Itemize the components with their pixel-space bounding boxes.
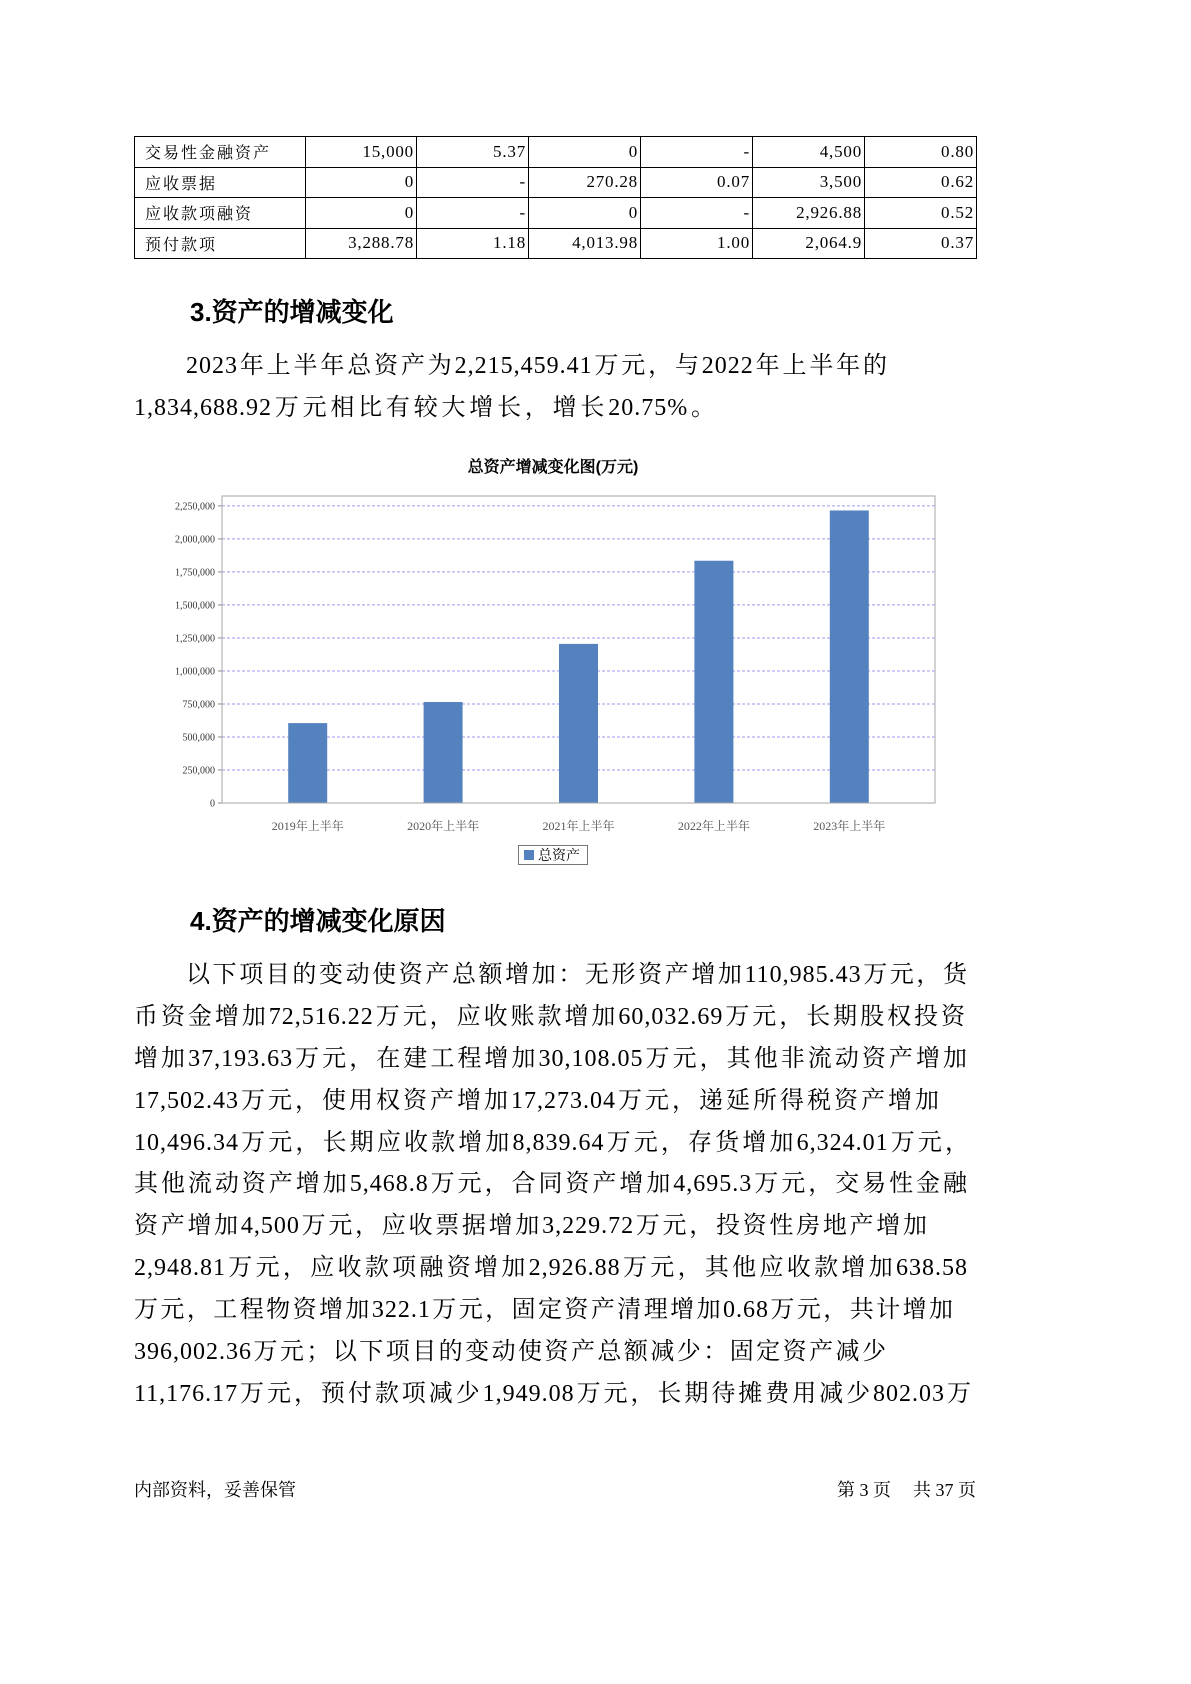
paragraph-line: 万元，工程物资增加322.1万元，固定资产清理增加0.68万元，共计增加 [134,1297,954,1324]
table-cell: 0 [306,167,417,198]
table-cell: 15,000 [306,137,417,168]
y-tick-label: 1,000,000 [175,666,215,678]
table-row [135,137,977,168]
table-cell-item: 应收票据 [135,167,306,198]
y-tick-label: 2,000,000 [175,534,215,546]
paragraph-line: 资产增加4,500万元，应收票据增加3,229.72万元，投资性房地产增加 [134,1213,928,1240]
table-cell: 270.28 [529,167,641,198]
table-cell: 3,500 [753,167,865,198]
y-tick-label: 1,750,000 [175,567,215,579]
y-tick-label: 250,000 [182,765,215,777]
y-tick-label: 0 [210,798,215,810]
paragraph-line: 17,502.43万元，使用权资产增加17,273.04万元，递延所得税资产增加 [134,1087,940,1114]
table-cell-item: 交易性金融资产 [135,137,306,168]
table-cell: 4,013.98 [529,228,641,259]
section-heading: 3.资产的增减变化 [190,297,394,327]
x-tick-label: 2021年上半年 [542,819,615,833]
paragraph-line: 2023年上半年总资产为2,215,459.41万元，与2022年上半年的 [186,353,888,379]
table-cell: - [641,198,753,229]
table-cell: 0.62 [865,167,977,198]
table-cell: 0.07 [641,167,753,198]
chart-bar [424,702,463,803]
x-tick-label: 2022年上半年 [677,819,750,833]
section-heading: 4.资产的增减变化原因 [190,906,446,936]
legend-label: 总资产 [538,849,580,864]
x-tick-label: 2023年上半年 [813,819,886,833]
table-row [135,198,977,229]
y-tick-label: 1,500,000 [175,600,215,612]
paragraph-line: 增加37,193.63万元，在建工程增加30,108.05万元，其他非流动资产增加 [134,1045,968,1072]
table-cell: 0 [529,198,641,229]
page-total: 共 37 页 [913,1480,976,1500]
table-cell: 2,064.9 [753,228,865,259]
paragraph-line: 其他流动资产增加5,468.8万元，合同资产增加4,695.3万元，交易性金融 [134,1171,968,1198]
paragraph-line: 以下项目的变动使资产总额增加：无形资产增加110,985.43万元，货 [186,962,968,988]
table-cell: 4,500 [753,137,865,168]
chart-bar [288,723,327,803]
chart-title: 总资产增减变化图(万元) [467,459,639,476]
table-row [135,167,977,198]
table-cell: 0 [306,198,417,229]
paragraph-line: 2,948.81万元，应收款项融资增加2,926.88万元，其他应收款增加638.58 [134,1255,968,1282]
table-cell: 3,288.78 [306,228,417,259]
chart-bar [830,510,869,803]
table-cell-item: 应收款项融资 [135,198,306,229]
x-tick-label: 2020年上半年 [407,819,480,833]
y-tick-label: 1,250,000 [175,633,215,645]
paragraph-line: 1,834,688.92万元相比有较大增长，增长20.75%。 [134,395,716,421]
table-cell: - [417,167,529,198]
table-cell: 0.80 [865,137,977,168]
paragraph [134,955,972,1416]
table-cell: 1.18 [417,228,529,259]
table-cell: - [641,137,753,168]
paragraph-line: 10,496.34万元，长期应收款增加8,839.64万元，存货增加6,324.01万元， [134,1129,970,1156]
table-row [135,228,977,259]
footer-page-info [837,1479,976,1501]
table-cell: 0 [529,137,641,168]
y-tick-label: 750,000 [182,699,215,711]
table-cell: 1.00 [641,228,753,259]
bar-chart [140,488,950,843]
chart-bar [559,644,598,803]
table-cell: 0.52 [865,198,977,229]
chart-bar [694,561,733,803]
y-tick-label: 2,250,000 [175,501,215,513]
page-number: 第 3 页 [837,1480,891,1500]
chart-legend [518,845,588,865]
table-cell-item: 预付款项 [135,228,306,259]
table-cell: 5.37 [417,137,529,168]
paragraph-line: 396,002.36万元；以下项目的变动使资产总额减少：固定资产减少 [134,1339,887,1366]
table-cell: 2,926.88 [753,198,865,229]
paragraph-line: 币资金增加72,516.22万元，应收账款增加60,032.69万元，长期股权投资 [134,1003,966,1030]
table-cell: 0.37 [865,228,977,259]
paragraph [134,345,888,429]
asset-table [134,136,977,259]
paragraph-line: 11,176.17万元，预付款项减少1,949.08万元，长期待摊费用减少802.03万 [134,1380,972,1407]
footer-confidential-note: 内部资料，妥善保管 [134,1480,296,1500]
y-tick-label: 500,000 [182,732,215,744]
table-cell: - [417,198,529,229]
legend-swatch [524,850,534,860]
x-tick-label: 2019年上半年 [271,819,344,833]
